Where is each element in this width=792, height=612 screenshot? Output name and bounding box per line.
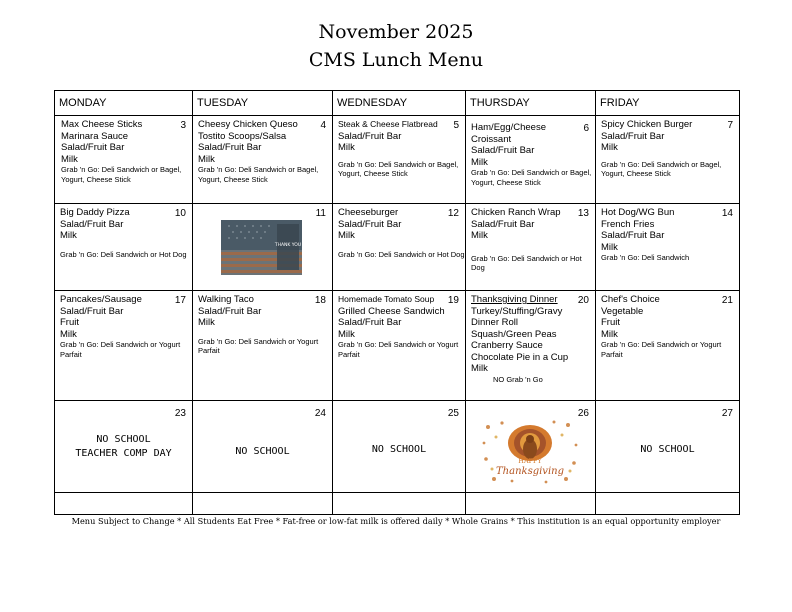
day-cell (466, 401, 596, 493)
menu-item: Milk (471, 230, 488, 241)
menu-item: Milk (198, 317, 215, 328)
happy-thanksgiving-image (482, 419, 578, 485)
day-cell (596, 291, 740, 401)
menu-item: Cranberry Sauce (471, 340, 543, 351)
day-header-thursday: THURSDAY (466, 91, 596, 116)
menu-item: Hot Dog/WG Bun (601, 207, 675, 218)
date-number: 5 (453, 120, 459, 131)
menu-item: Milk (338, 230, 355, 241)
flag-thank-you-text: THANK YOU (274, 243, 302, 248)
menu-item: Salad/Fruit Bar (338, 317, 402, 328)
menu-item: Squash/Green Peas (471, 328, 557, 340)
menu-item: Spicy Chicken Burger (601, 119, 693, 130)
grab-n-go-note: Grab 'n Go: Deli Sandwich or Hot Dog (471, 253, 582, 272)
grab-n-go-note: Grab 'n Go: Deli Sandwich or Hot Dog (338, 249, 465, 259)
menu-item: Salad/Fruit Bar (60, 305, 124, 317)
menu-item: Milk (338, 328, 355, 340)
menu-item: Cheeseburger (338, 207, 399, 218)
menu-item: Steak & Cheese Flatbread (338, 119, 438, 129)
menu-item: Milk (61, 153, 78, 165)
date-number: 12 (447, 208, 459, 219)
day-cell (55, 291, 193, 401)
veterans-day-flag-image (221, 220, 302, 275)
menu-item: French Fries (601, 218, 655, 230)
grab-n-go-note: NO Grab 'n Go (493, 374, 543, 384)
day-cell (333, 291, 466, 401)
menu-item: Turkey/Stuffing/Gravy (471, 305, 563, 317)
menu-item-heading: Thanksgiving Dinner (471, 294, 558, 305)
teacher-comp-day-note: TEACHER COMP DAY (75, 448, 172, 459)
menu-item: Tostito Scoops/Salsa (198, 130, 287, 142)
menu-item: Salad/Fruit Bar (338, 130, 402, 142)
grab-n-go-note: Grab 'n Go: Deli Sandwich or Yogurt Parfait (60, 340, 181, 359)
menu-item: Walking Taco (198, 294, 254, 305)
menu-item: Chocolate Pie in a Cup (471, 351, 569, 363)
grab-n-go-note: Grab 'n Go: Deli Sandwich or Hot Dog (60, 249, 187, 259)
grab-n-go-note: Grab 'n Go: Deli Sandwich or Bagel, Yogurt, Cheese Stick (338, 159, 459, 178)
empty-cell (333, 493, 466, 515)
menu-item: Max Cheese Sticks (61, 119, 143, 130)
date-number: 18 (314, 295, 326, 306)
menu-item: Croissant (471, 133, 512, 145)
date-number: 13 (577, 208, 589, 219)
empty-cell (466, 493, 596, 515)
day-header-friday: FRIDAY (596, 91, 740, 116)
menu-item: Salad/Fruit Bar (601, 130, 665, 142)
grab-n-go-note: Grab 'n Go: Deli Sandwich or Bagel, Yogurt, Cheese Stick (601, 159, 722, 178)
day-cell (333, 116, 466, 204)
day-header-monday: MONDAY (55, 91, 193, 116)
date-number: 23 (174, 408, 186, 419)
menu-item: Fruit (601, 317, 620, 328)
lunch-calendar (54, 90, 740, 515)
menu-item: Milk (338, 142, 355, 153)
menu-item: Salad/Fruit Bar (198, 305, 262, 317)
menu-item: Milk (198, 153, 215, 165)
date-number: 25 (447, 408, 459, 419)
menu-item: Salad/Fruit Bar (471, 145, 535, 156)
day-cell (596, 401, 740, 493)
date-number: 17 (174, 295, 186, 306)
day-cell (333, 401, 466, 493)
day-cell (466, 204, 596, 291)
grab-n-go-note: Grab 'n Go: Deli Sandwich or Yogurt Parfait (601, 340, 722, 359)
day-cell (466, 116, 596, 204)
page-title: November 2025 (318, 21, 474, 43)
grab-n-go-note: Grab 'n Go: Deli Sandwich or Bagel, Yogurt, Cheese Stick (61, 165, 182, 184)
menu-item: Salad/Fruit Bar (471, 218, 535, 230)
grab-n-go-note: Grab 'n Go: Deli Sandwich or Yogurt Parfait (198, 336, 319, 355)
menu-item: Salad/Fruit Bar (60, 218, 124, 230)
day-cell (193, 116, 333, 204)
happy-text: HAPPY (518, 457, 542, 465)
grab-n-go-note: Grab 'n Go: Deli Sandwich or Bagel, Yogurt, Cheese Stick (198, 165, 319, 184)
empty-cell (596, 493, 740, 515)
date-number: 4 (320, 120, 326, 131)
date-number: 7 (727, 120, 733, 131)
menu-item: Milk (471, 156, 488, 168)
menu-item: Milk (601, 241, 618, 253)
date-number: 27 (721, 408, 733, 419)
menu-item: Milk (601, 142, 618, 153)
menu-item: Pancakes/Sausage (60, 294, 142, 305)
date-number: 3 (180, 120, 186, 131)
day-cell (193, 204, 333, 291)
menu-item: Vegetable (601, 305, 644, 317)
empty-cell (193, 493, 333, 515)
day-cell (55, 401, 193, 493)
date-number: 20 (577, 295, 589, 306)
menu-item: Milk (60, 230, 77, 241)
day-cell (466, 291, 596, 401)
menu-item: Chicken Ranch Wrap (471, 207, 561, 218)
day-cell (193, 291, 333, 401)
day-header-wednesday: WEDNESDAY (333, 91, 466, 116)
menu-item: Cheesy Chicken Queso (198, 119, 298, 130)
footer-note: Menu Subject to Change * All Students Eat Free * Fat-free or low-fat milk is offered daily * Whole Grains * This institution is an equal opportunity employer (71, 516, 721, 526)
day-cell (596, 116, 740, 204)
page-subtitle: CMS Lunch Menu (308, 49, 484, 71)
grab-n-go-note: Grab 'n Go: Deli Sandwich (601, 253, 690, 262)
day-cell (333, 204, 466, 291)
menu-item: Grilled Cheese Sandwich (338, 305, 445, 317)
no-school-note: NO SCHOOL (235, 446, 290, 457)
no-school-note: NO SCHOOL (640, 444, 695, 455)
menu-item: Dinner Roll (471, 317, 518, 328)
date-number: 14 (721, 208, 733, 219)
menu-item: Milk (471, 363, 488, 374)
date-number: 24 (314, 408, 326, 419)
day-cell (55, 204, 193, 291)
empty-cell (55, 493, 193, 515)
grab-n-go-note: Grab 'n Go: Deli Sandwich or Bagel, Yogurt, Cheese Stick (471, 168, 592, 187)
date-number: 19 (447, 295, 459, 306)
menu-item: Homemade Tomato Soup (338, 294, 435, 304)
menu-item: Chef's Choice (601, 294, 660, 305)
menu-item: Salad/Fruit Bar (61, 142, 125, 153)
thanksgiving-text: Thanksgiving (496, 466, 564, 477)
no-school-note: NO SCHOOL (371, 444, 427, 455)
menu-item: Big Daddy Pizza (60, 207, 130, 218)
date-number: 11 (315, 208, 326, 219)
menu-item: Fruit (60, 317, 79, 328)
menu-item: Salad/Fruit Bar (198, 142, 262, 153)
day-cell (55, 116, 193, 204)
menu-item: Milk (601, 328, 618, 340)
day-cell (596, 204, 740, 291)
menu-item: Salad/Fruit Bar (601, 230, 665, 241)
day-cell (193, 401, 333, 493)
grab-n-go-note: Grab 'n Go: Deli Sandwich or Yogurt Parfait (338, 340, 459, 359)
date-number: 21 (721, 295, 733, 306)
no-school-note: NO SCHOOL (96, 434, 151, 445)
date-number: 10 (174, 208, 186, 219)
menu-item: Marinara Sauce (61, 130, 129, 142)
date-number: 6 (583, 123, 589, 134)
menu-item: Ham/Egg/Cheese (471, 122, 546, 133)
menu-item: Salad/Fruit Bar (338, 218, 402, 230)
menu-item: Milk (60, 328, 77, 340)
date-number: 26 (577, 408, 589, 419)
day-header-tuesday: TUESDAY (193, 91, 333, 116)
